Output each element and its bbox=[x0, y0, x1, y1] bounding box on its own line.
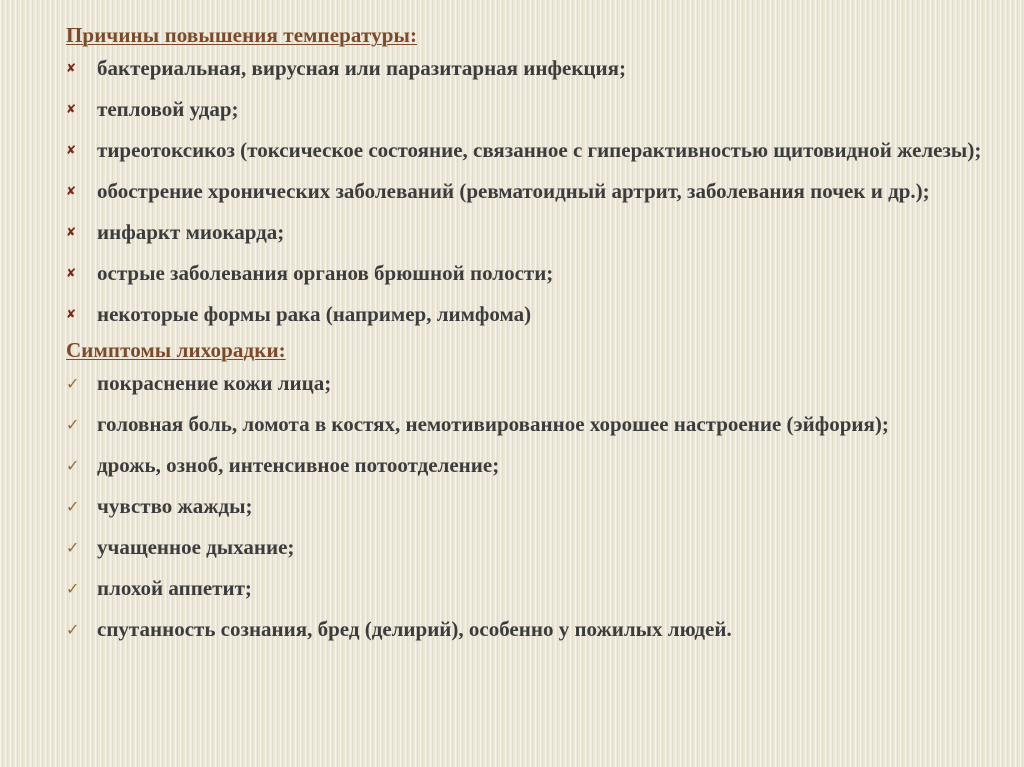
check-bullet-icon: ✓ bbox=[66, 374, 80, 393]
list-item bbox=[66, 259, 986, 288]
list-item-text: спутанность сознания, бред (делирий), особенно у пожилых людей. bbox=[97, 617, 732, 641]
list-item-text: обострение хронических заболеваний (ревматоидный артрит, заболевания почек и др.); bbox=[97, 179, 930, 203]
cross-bullet-icon: ✘ bbox=[66, 61, 77, 75]
list-item bbox=[66, 218, 986, 247]
list-item-text: инфаркт миокарда; bbox=[97, 220, 285, 244]
list-item bbox=[66, 451, 986, 480]
cross-bullet-icon: ✘ bbox=[66, 102, 77, 116]
cross-bullet-icon: ✘ bbox=[66, 225, 77, 239]
section-heading-causes: Причины повышения температуры: bbox=[66, 23, 418, 47]
list-item bbox=[66, 95, 986, 124]
symptoms-list bbox=[66, 369, 986, 644]
check-bullet-icon: ✓ bbox=[66, 456, 80, 475]
list-item-text: некоторые формы рака (например, лимфома) bbox=[97, 302, 532, 326]
slide bbox=[66, 18, 986, 656]
check-bullet-icon: ✓ bbox=[66, 579, 80, 598]
list-item bbox=[66, 177, 986, 206]
list-item-text: бактериальная, вирусная или паразитарная инфекция; bbox=[97, 56, 626, 80]
list-item-text: покраснение кожи лица; bbox=[97, 371, 332, 395]
check-bullet-icon: ✓ bbox=[66, 497, 80, 516]
check-bullet-icon: ✓ bbox=[66, 415, 80, 434]
list-item bbox=[66, 574, 986, 603]
cross-bullet-icon: ✘ bbox=[66, 184, 77, 198]
list-item bbox=[66, 54, 986, 83]
check-bullet-icon: ✓ bbox=[66, 538, 80, 557]
cross-bullet-icon: ✘ bbox=[66, 143, 77, 157]
list-item-text: учащенное дыхание; bbox=[97, 535, 295, 559]
list-item bbox=[66, 300, 986, 329]
list-item-text: чувство жажды; bbox=[97, 494, 253, 518]
section-heading-symptoms: Симптомы лихорадки: bbox=[66, 338, 286, 362]
cross-bullet-icon: ✘ bbox=[66, 307, 77, 321]
list-item bbox=[66, 615, 986, 644]
list-item-text: головная боль, ломота в костях, немотивированное хорошее настроение (эйфория); bbox=[97, 412, 889, 436]
list-item-text: дрожь, озноб, интенсивное потоотделение; bbox=[97, 453, 500, 477]
cross-bullet-icon: ✘ bbox=[66, 266, 77, 280]
list-item-text: плохой аппетит; bbox=[97, 576, 252, 600]
check-bullet-icon: ✓ bbox=[66, 620, 80, 639]
list-item-text: тиреотоксикоз (токсическое состояние, связанное с гиперактивностью щитовидной железы); bbox=[97, 138, 982, 162]
list-item-text: острые заболевания органов брюшной полости; bbox=[97, 261, 554, 285]
causes-list bbox=[66, 54, 986, 329]
list-item bbox=[66, 136, 986, 165]
list-item-text: тепловой удар; bbox=[97, 97, 239, 121]
list-item bbox=[66, 492, 986, 521]
list-item bbox=[66, 533, 986, 562]
list-item bbox=[66, 369, 986, 398]
list-item bbox=[66, 410, 986, 439]
